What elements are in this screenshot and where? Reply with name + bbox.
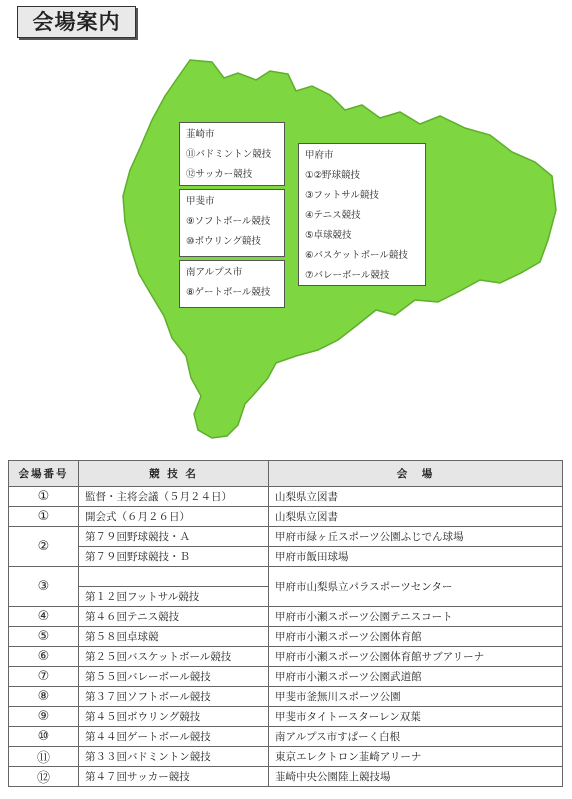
venue-cell: 韮崎中央公園陸上競技場: [269, 767, 563, 787]
venue-no-cell: ⑪: [9, 747, 79, 767]
table-row: [9, 527, 563, 547]
kofu-item: ④テニス競技: [305, 210, 361, 221]
event-cell: 第７９回野球競技・Ｂ: [79, 547, 269, 567]
table-row: [9, 767, 563, 787]
event-cell: 第４４回ゲートボール競技: [79, 727, 269, 747]
kofu-box: [298, 143, 426, 286]
venue-table: [8, 460, 563, 787]
event-cell: 第４７回サッカー競技: [79, 767, 269, 787]
venue-no-cell: ⑩: [9, 727, 79, 747]
venue-cell: 甲府市小瀬スポーツ公園体育館: [269, 627, 563, 647]
table-row: [9, 747, 563, 767]
table-header-row: [9, 461, 563, 487]
nirasaki-item: ⑫サッカー競技: [186, 169, 253, 180]
kai-item: ⑩ボウリング競技: [186, 236, 261, 247]
event-cell: 第５８回卓球競: [79, 627, 269, 647]
header-venue: 会 場: [269, 461, 563, 487]
venue-cell: 甲府市小瀬スポーツ公園テニスコート: [269, 607, 563, 627]
venue-no-cell: ⑥: [9, 647, 79, 667]
venue-cell: 山梨県立図書: [269, 507, 563, 527]
event-cell: 第４６回テニス競技: [79, 607, 269, 627]
event-cell: 第５５回バレーボール競技: [79, 667, 269, 687]
page-title: 会場案内: [17, 6, 136, 38]
event-cell: 開会式（６月２６日）: [79, 507, 269, 527]
venue-no-cell: ⑨: [9, 707, 79, 727]
minami-alps-city-label: 南アルプス市: [186, 267, 243, 278]
kofu-item: ③フットサル競技: [305, 190, 379, 201]
table-row: [9, 627, 563, 647]
kai-box: [179, 189, 285, 257]
venue-cell: 甲斐市釜無川スポーツ公園: [269, 687, 563, 707]
event-cell: 第３７回ソフトボール競技: [79, 687, 269, 707]
event-cell: [79, 567, 269, 587]
venue-cell: 甲府市飯田球場: [269, 547, 563, 567]
event-cell: 第７９回野球競技・Ａ: [79, 527, 269, 547]
nirasaki-city-label: 韮崎市: [186, 129, 215, 140]
event-cell: 第２５回バスケットボール競技: [79, 647, 269, 667]
header-venue-no: 会場番号: [9, 461, 79, 487]
venue-cell: 甲府市小瀬スポーツ公園体育館サブアリーナ: [269, 647, 563, 667]
table-row: [9, 687, 563, 707]
table-row: [9, 607, 563, 627]
venue-no-cell: ①: [9, 487, 79, 507]
table-row: [9, 707, 563, 727]
venue-no-cell: ①: [9, 507, 79, 527]
kofu-item: ⑤卓球競技: [305, 230, 352, 241]
venue-cell: 山梨県立図書: [269, 487, 563, 507]
venue-cell: 甲府市小瀬スポーツ公園武道館: [269, 667, 563, 687]
kofu-item: ⑦バレーボール競技: [305, 270, 390, 281]
minami-alps-item: ⑧ゲートボール競技: [186, 287, 271, 298]
venue-no-cell: ⑧: [9, 687, 79, 707]
venue-no-cell: ⑫: [9, 767, 79, 787]
venue-no-cell: ④: [9, 607, 79, 627]
header-event: 競 技 名: [79, 461, 269, 487]
event-cell: 第３３回バドミントン競技: [79, 747, 269, 767]
venue-cell: 甲府市山梨県立パラスポーツセンター: [269, 567, 563, 607]
table-row: [9, 507, 563, 527]
venue-no-cell: ⑤: [9, 627, 79, 647]
table-row: [9, 647, 563, 667]
table-row: [9, 547, 563, 567]
table-row: [9, 667, 563, 687]
nirasaki-box: [179, 122, 285, 186]
venue-cell: 甲斐市タイトースターレン双葉: [269, 707, 563, 727]
venue-cell: 東京エレクトロン韮崎アリーナ: [269, 747, 563, 767]
venue-no-cell: ⑦: [9, 667, 79, 687]
minami-alps-box: [179, 260, 285, 308]
kai-item: ⑨ソフトボール競技: [186, 216, 271, 227]
table-row: [9, 727, 563, 747]
venue-cell: 甲府市緑ヶ丘スポーツ公園ふじでん球場: [269, 527, 563, 547]
kofu-city-label: 甲府市: [305, 150, 334, 161]
venue-no-cell: ②: [9, 527, 79, 567]
venue-cell: 南アルプス市すぱーく白根: [269, 727, 563, 747]
table-row: [9, 567, 563, 587]
event-cell: 第１２回フットサル競技: [79, 587, 269, 607]
venue-no-cell: ③: [9, 567, 79, 607]
kofu-item: ①②野球競技: [305, 170, 361, 181]
kofu-item: ⑥バスケットボール競技: [305, 250, 408, 261]
event-cell: 第４５回ボウリング競技: [79, 707, 269, 727]
kai-city-label: 甲斐市: [186, 196, 215, 207]
event-cell: 監督・主将会議（５月２４日）: [79, 487, 269, 507]
nirasaki-item: ⑪バドミントン競技: [186, 149, 272, 160]
table-row: [9, 487, 563, 507]
